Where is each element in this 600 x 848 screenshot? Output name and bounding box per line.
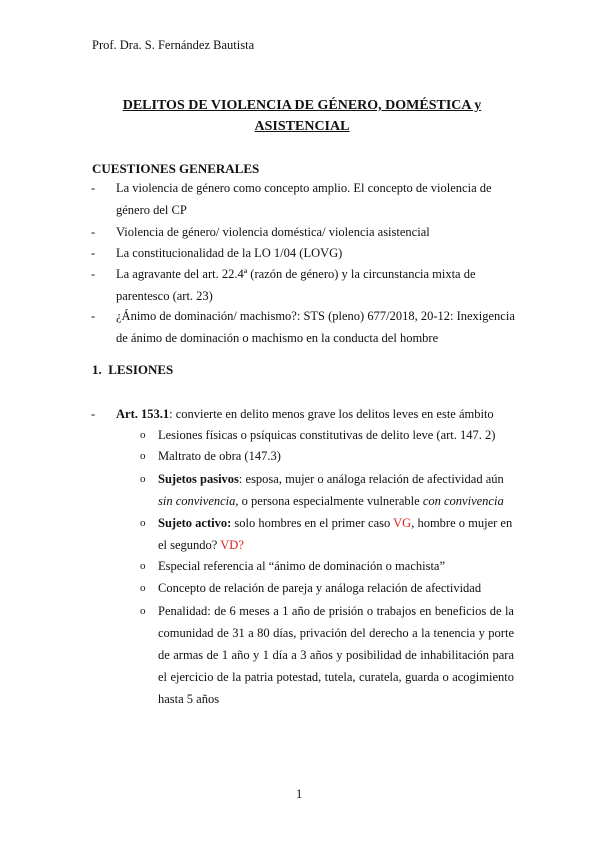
sub-list-item [140, 577, 514, 599]
section-heading-text: LESIONES [108, 362, 174, 377]
article-item [91, 403, 516, 425]
list-item-text: Violencia de género/ violencia doméstica/ violencia asistencial [116, 225, 430, 239]
sub-item-text: , hombre o mujer en el segundo? [158, 516, 513, 552]
list-item-text: La violencia de género como concepto amplio. El concepto de violencia de género del CP [116, 181, 492, 217]
sub-bullet: o [140, 450, 146, 462]
sub-item-italic: con convivencia [422, 494, 504, 508]
list-item [91, 263, 516, 307]
red-annotation-vg: VG [393, 516, 412, 530]
bullet-dash: - [91, 181, 96, 195]
section-heading-lesiones [92, 362, 173, 378]
bullet-dash: - [91, 225, 96, 239]
list-item-text: La constitucionalidad de la LO 1/04 (LOVG) [116, 246, 343, 260]
sub-list-item [140, 445, 514, 467]
sujeto-activo-label: Sujeto activo: [158, 516, 232, 530]
section-number: 1. [92, 362, 102, 377]
sub-item-text: Lesiones físicas o psíquicas constitutivas de delito leve (art. 147. 2) [158, 428, 496, 442]
sub-list-item [140, 424, 514, 446]
page-header: Prof. Dra. S. Fernández Bautista [92, 38, 255, 52]
sub-bullet: o [140, 560, 146, 572]
document-title-line2: ASISTENCIAL [254, 119, 350, 134]
sub-bullet: o [140, 429, 146, 441]
list-item [91, 221, 516, 243]
page-number: 1 [296, 787, 303, 801]
sujetos-pasivos-label: Sujetos pasivos [158, 472, 239, 486]
sub-item-text: Concepto de relación de pareja y análoga relación de afectividad [158, 581, 482, 595]
document-title-line1: DELITOS DE VIOLENCIA DE GÉNERO, DOMÉSTICA y [122, 98, 482, 113]
sub-item-text: , o persona especialmente vulnerable [235, 494, 423, 508]
sub-item-italic: sin convivencia [158, 494, 236, 508]
bullet-dash: - [91, 246, 96, 260]
sub-item-text: solo hombres en el primer caso [231, 516, 394, 530]
section-heading-general: CUESTIONES GENERALES [92, 161, 260, 176]
list-item [91, 177, 516, 221]
sub-item-text: Penalidad: de 6 meses a 1 año de prisión o trabajos en beneficios de la comunidad de 31 a 80 días, privación del derecho a la tenencia y porte de armas de 1 año y 1 día a 3 años y posibilidad de inhabilitación para el ejercicio de la patria potestad, tutela, curatela, guarda o acogimiento hasta 5 años [158, 604, 514, 706]
sub-item-text: : esposa, mujer o análoga relación de afectividad aún [238, 472, 504, 486]
article-text: : convierte en delito menos grave los delitos leves en este ámbito [169, 407, 494, 421]
sub-item-text: Especial referencia al “ánimo de dominación o machista” [158, 559, 446, 573]
bullet-dash: - [91, 309, 96, 323]
sub-bullet: o [140, 517, 146, 529]
sub-list-item [140, 600, 514, 710]
list-item [91, 305, 516, 349]
sub-bullet: o [140, 605, 146, 617]
list-item [91, 242, 516, 264]
red-annotation-vd: VD? [220, 538, 244, 552]
sub-list-item [140, 468, 514, 512]
sub-item-text: Maltrato de obra (147.3) [158, 449, 281, 463]
list-item-text: La agravante del art. 22.4ª (razón de género) y la circunstancia mixta de parentesco (art. 23) [116, 267, 476, 303]
sub-list-item [140, 555, 514, 577]
sub-bullet: o [140, 582, 146, 594]
sub-bullet: o [140, 473, 146, 485]
bullet-dash: - [91, 407, 96, 421]
list-item-text: ¿Ánimo de dominación/ machismo?: STS (pleno) 677/2018, 20-12: Inexigencia de ánimo de dominación o machismo en la conducta del hombre [116, 309, 515, 345]
sub-list-item [140, 512, 514, 556]
bullet-dash: - [91, 267, 96, 281]
article-label: Art. 153.1 [116, 407, 170, 421]
